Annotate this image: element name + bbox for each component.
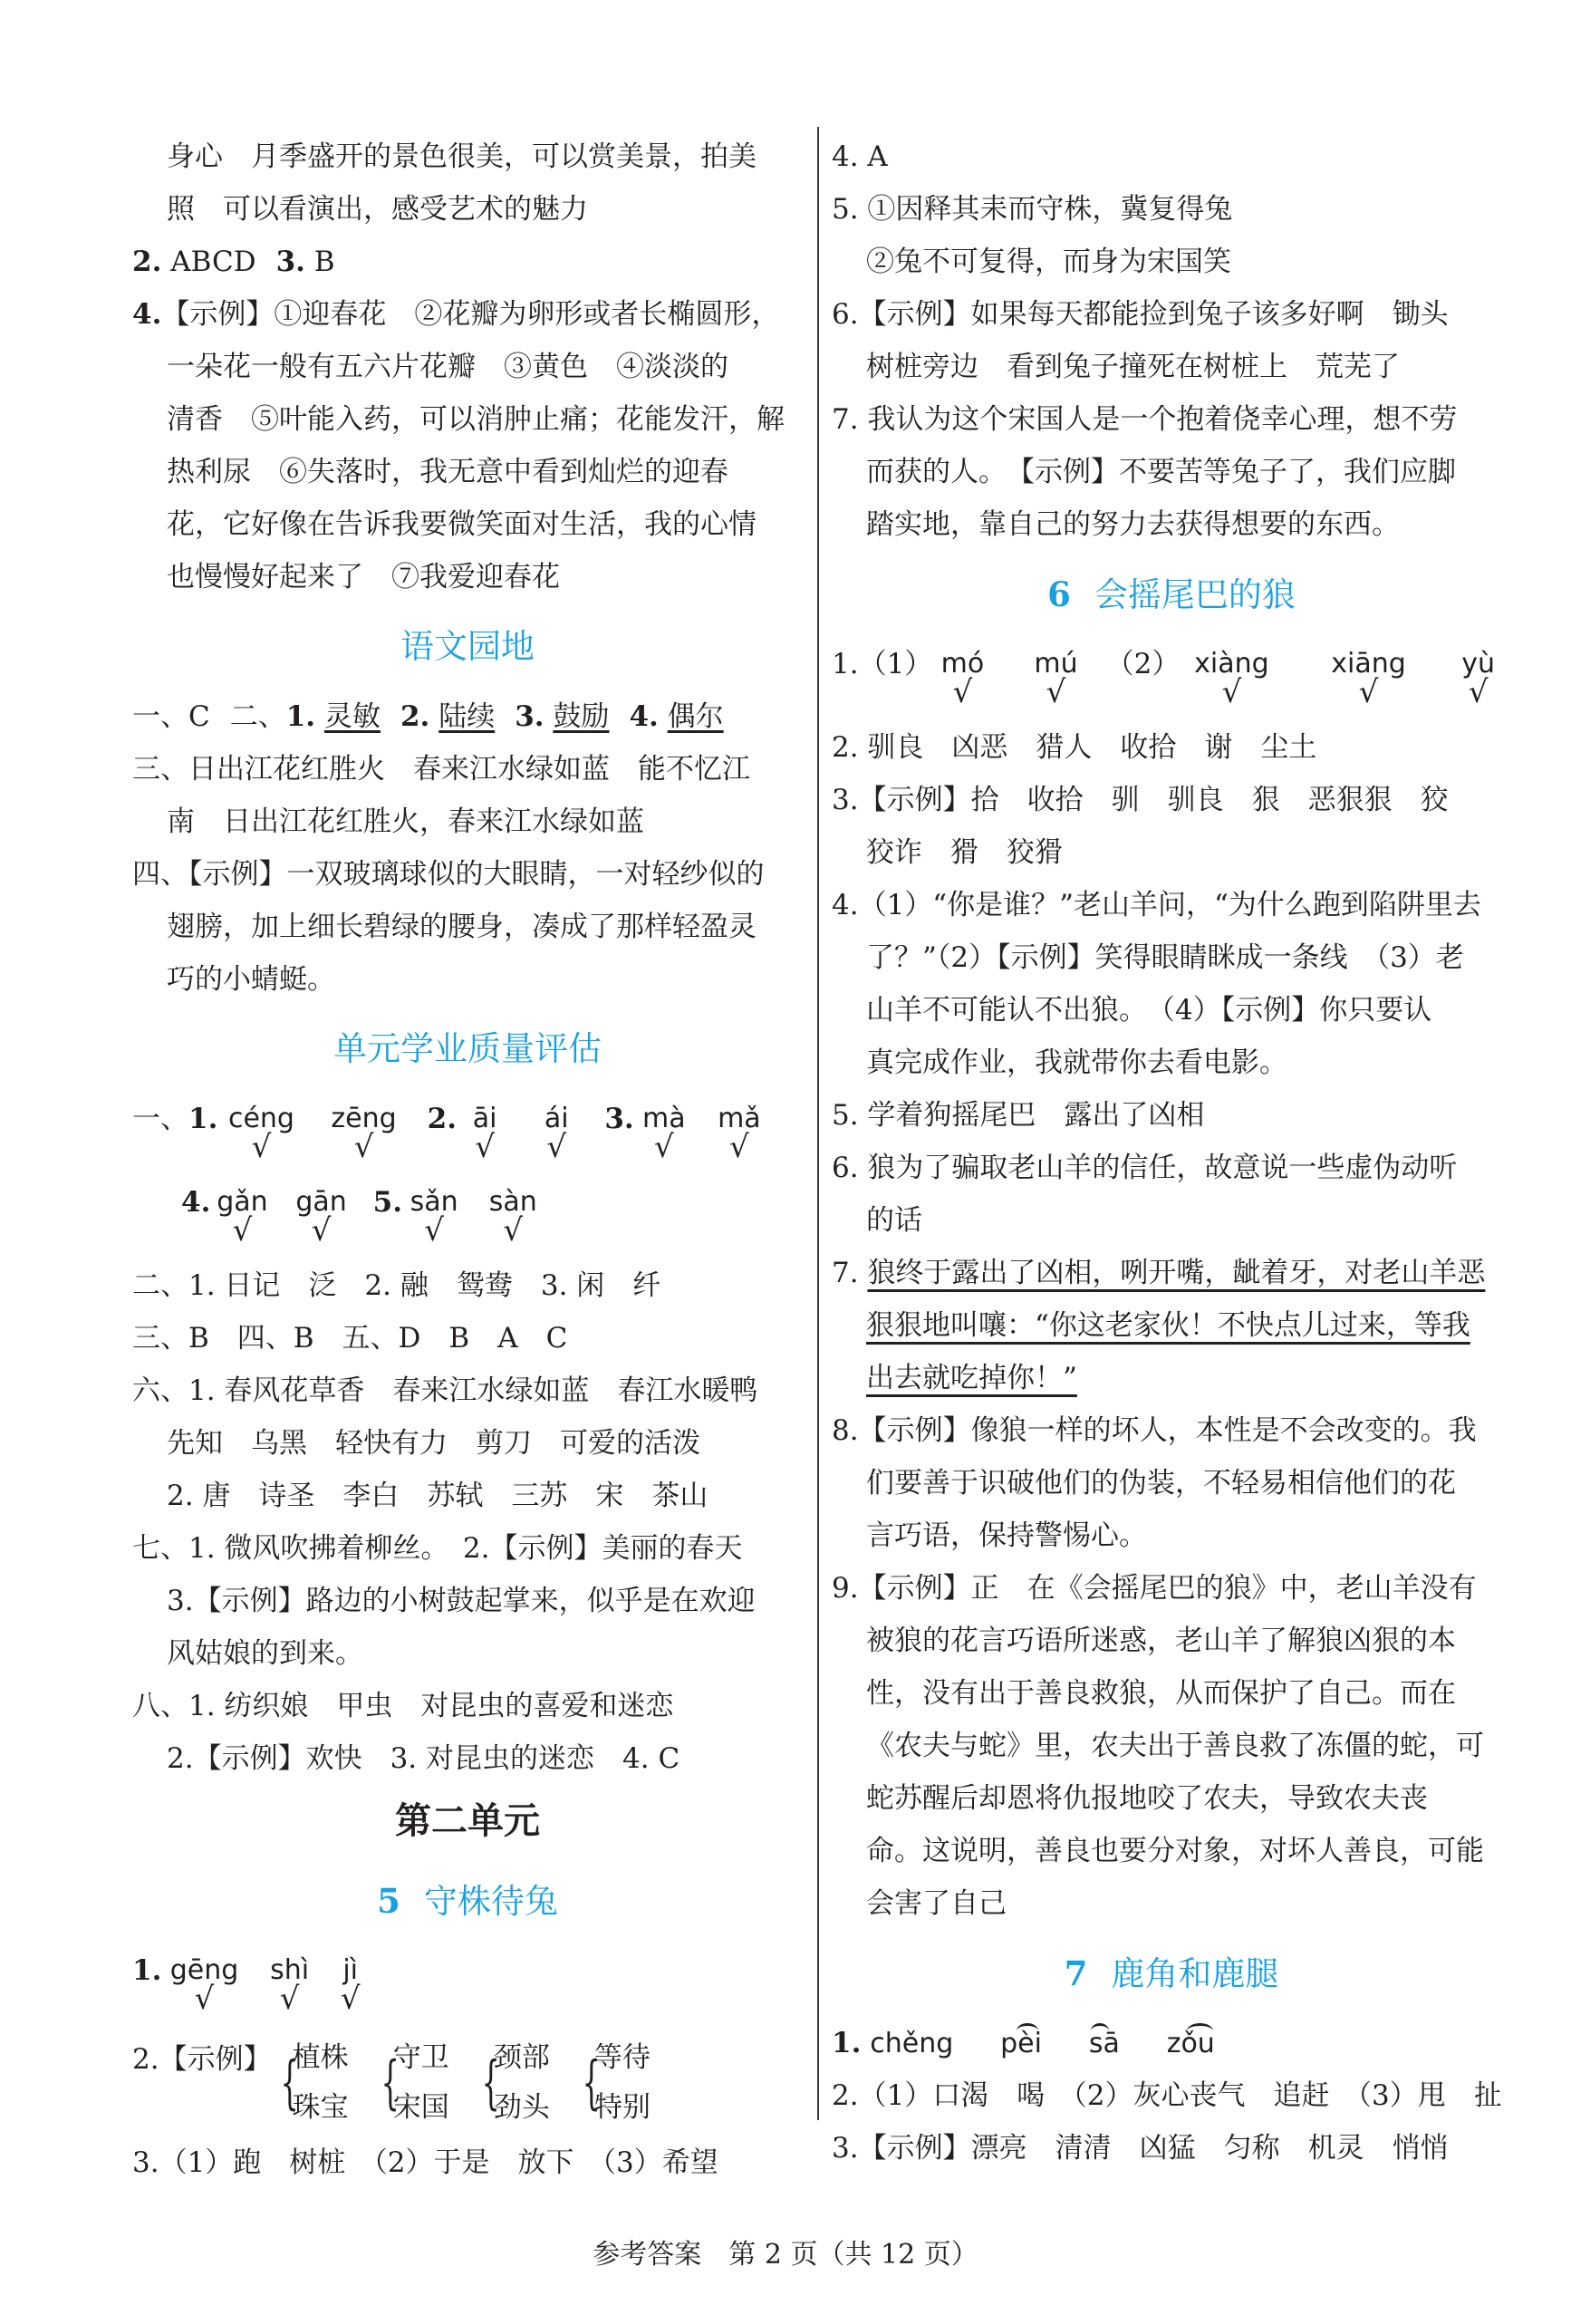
- answer-q2: 2. ABCD 3. B: [132, 246, 335, 278]
- text-line: 2.（1）口渴 喝 （2）灰心丧气 追赶 （3）甩 扯: [832, 2079, 1502, 2112]
- section-heading-unit-assessment: 单元学业质量评估: [333, 1029, 602, 1068]
- text-line: 二、1. 日记 泛 2. 融 鸳鸯 3. 闲 纤: [132, 1269, 661, 1302]
- text-line: 花，它好像在告诉我要微笑面对生活，我的心情: [167, 508, 757, 541]
- text-line: 4.（1）“你是谁？”老山羊问，“为什么跑到陷阱里去: [832, 889, 1481, 921]
- text-line: 风姑娘的到来。: [167, 1637, 363, 1670]
- text-line: 3.【示例】漂亮 清清 凶猛 匀称 机灵 悄悄: [832, 2132, 1449, 2165]
- pinyin-answer: gēng √: [169, 1954, 239, 2017]
- text-line: 身心 月季盛开的景色很美，可以赏美景，拍美: [167, 140, 757, 173]
- word-groups: 2.【示例】 { 植株 珠宝 { 守卫 宋国 { 颈部 劲头 { 等待 特别: [132, 2033, 803, 2136]
- lesson-heading-5: 5 守株待兔: [377, 1881, 558, 1921]
- pinyin-answer: sā: [1089, 2018, 1120, 2070]
- text-line: 巧的小蜻蜓。: [167, 963, 335, 996]
- pinyin-answer: mǎ √: [718, 1103, 761, 1165]
- pinyin-answer: mà √: [641, 1103, 686, 1165]
- text-line: 的话: [866, 1204, 922, 1237]
- text-line: 八、1. 纺织娘 甲虫 对昆虫的喜爱和迷恋: [132, 1690, 674, 1722]
- pinyin-answer: ái √: [544, 1103, 569, 1165]
- text-line: 5. 学着狗摇尾巴 露出了凶相: [832, 1099, 1205, 1132]
- pinyin-answer: gǎn √: [217, 1186, 268, 1249]
- underlined-answer: 7. 狼终于露出了凶相，咧开嘴，龇着牙，对老山羊恶: [832, 1257, 1486, 1289]
- pinyin-answer: gān √: [295, 1186, 347, 1249]
- text-line: 四、【示例】一双玻璃球似的大眼睛，一对轻纱似的: [132, 858, 765, 891]
- text-line: 踏实地，靠自己的努力去获得想要的东西。: [866, 508, 1400, 541]
- left-column: [132, 130, 803, 2189]
- text-line: 们要善于识破他们的伪装，不轻易相信他们的花: [866, 1467, 1456, 1500]
- pinyin-answer: jì √: [340, 1954, 361, 2017]
- text-line: 6.【示例】如果每天都能捡到兔子该多好啊 锄头: [832, 298, 1449, 331]
- word-group: { 植株 珠宝: [280, 2041, 349, 2124]
- text-line: 清香 ⑤叶能入药，可以消肿止痛；花能发汗，解: [167, 403, 785, 436]
- answer-yw-1: 一、C 二、1. 灵敏 2. 陆续 3. 鼓励 4. 偶尔: [132, 700, 724, 733]
- underlined-answer: 狠狠地叫嚷：“你这老家伙！不快点儿过来，等我: [866, 1309, 1470, 1342]
- pinyin-arc-row: 1. chěng pèi sā zǒu: [832, 2017, 1511, 2069]
- pinyin-answer: céng √: [227, 1103, 294, 1165]
- text-line: 树桩旁边 看到兔子撞死在树桩上 荒芜了: [866, 351, 1400, 383]
- text-line: 真完成作业，我就带你去看电影。: [866, 1046, 1287, 1079]
- lesson-heading-6: 6 会摇尾巴的狼: [1047, 574, 1296, 614]
- text-line: 先知 乌黑 轻快有力 剪刀 可爱的活泼: [167, 1427, 700, 1460]
- text-line: 蛇苏醒后却恩将仇报地咬了农夫，导致农夫丧: [866, 1782, 1428, 1815]
- text-line: 言巧语，保持警惕心。: [866, 1519, 1147, 1552]
- text-line: 7. 我认为这个宋国人是一个抱着侥幸心理，想不劳: [832, 403, 1458, 436]
- text-line: 也慢慢好起来了 ⑦我爱迎春花: [167, 561, 560, 593]
- pinyin-answer: āi √: [472, 1103, 497, 1165]
- lesson-heading-7: 7 鹿角和鹿腿: [1064, 1953, 1279, 1993]
- text-line: 6. 狼为了骗取老山羊的信任，故意说一些虚伪动听: [832, 1152, 1458, 1184]
- pinyin-answer: xiāng √: [1331, 648, 1406, 710]
- text-line: ②兔不可复得，而身为宋国笑: [866, 246, 1231, 278]
- word-group: { 颈部 劲头: [481, 2041, 550, 2124]
- text-line: 4. A: [832, 140, 888, 173]
- text-line: 三、B 四、B 五、D B A C: [132, 1322, 568, 1355]
- pinyin-row-2: 4. gǎn √ gān √ 5. sǎn √ sàn √: [132, 1176, 803, 1259]
- text-line: 会害了自己: [866, 1887, 1007, 1920]
- text-line: 2. 唐 诗圣 李白 苏轼 三苏 宋 茶山: [167, 1480, 708, 1512]
- column-divider: [817, 127, 819, 2120]
- text-line: 3.（1）跑 树桩 （2）于是 放下 （3）希望: [132, 2146, 718, 2179]
- underlined-answer: 出去就吃掉你！”: [866, 1362, 1077, 1394]
- pinyin-answer: zēng √: [331, 1103, 397, 1165]
- pinyin-answer: yù √: [1461, 648, 1495, 710]
- text-line: 5. ①因释其耒而守株，冀复得兔: [832, 193, 1233, 226]
- text-line: 2. 驯良 凶恶 猎人 收拾 谢 尘土: [832, 731, 1317, 764]
- text-line: 六、1. 春风花草香 春来江水绿如蓝 春江水暖鸭: [132, 1374, 758, 1407]
- pinyin-answer: shì √: [270, 1954, 310, 2017]
- pinyin-answer: sàn √: [488, 1186, 537, 1249]
- text-line: 8.【示例】像狼一样的坏人，本性是不会改变的。我: [832, 1414, 1477, 1447]
- unit-title: 第二单元: [395, 1799, 540, 1842]
- text-line: 性，没有出于善良救狼，从而保护了自己。而在: [866, 1677, 1456, 1710]
- pinyin-answer: chěng: [870, 2028, 954, 2059]
- text-line: 被狼的花言巧语所迷惑，老山羊了解狼凶狠的本: [866, 1625, 1456, 1657]
- word-group: { 守卫 宋国: [381, 2041, 449, 2124]
- right-column: [832, 130, 1511, 2175]
- pinyin-row-lesson5: 1. gēng √ shì √ jì √: [132, 1944, 803, 2028]
- text-line: 《农夫与蛇》里，农夫出于善良救了冻僵的蛇，可: [866, 1730, 1484, 1762]
- pinyin-answer: sǎn √: [410, 1186, 458, 1249]
- text-line: 山羊不可能认不出狼。 （4）【示例】你只要认: [866, 994, 1432, 1027]
- text-line: 翅膀，加上细长碧绿的腰身，凑成了那样轻盈灵: [167, 911, 757, 943]
- text-line: 2.【示例】欢快 3. 对昆虫的迷恋 4. C: [167, 1742, 680, 1775]
- pinyin-row-lesson6: 1.（1） mó √ mú √ （2） xiàng √ xiāng √ yù √: [832, 638, 1511, 721]
- word-group: { 等待 特别: [582, 2041, 651, 2124]
- pinyin-answer: mó √: [940, 648, 985, 710]
- text-line: 七、1. 微风吹拂着柳丝。 2.【示例】美丽的春天: [132, 1532, 743, 1565]
- pinyin-row-1: 一、1. céng √ zēng √ 2. āi √ ái √ 3. mà √ mǎ √: [132, 1093, 803, 1176]
- text-line: 三、日出江花红胜火 春来江水绿如蓝 能不忆江: [132, 753, 750, 786]
- text-line: 狡诈 猾 狡猾: [866, 836, 1063, 869]
- text-line: 9.【示例】正 在《会摇尾巴的狼》中，老山羊没有: [832, 1572, 1477, 1605]
- pinyin-answer: zǒu: [1167, 2018, 1215, 2070]
- section-heading-yuwen-yuandi: 语文园地: [400, 627, 535, 666]
- text-line: 一朵花一般有五六片花瓣 ③黄色 ④淡淡的: [167, 351, 728, 383]
- text-line: 照 可以看演出，感受艺术的魅力: [167, 193, 588, 226]
- text-line: 了？”（2）【示例】笑得眼睛眯成一条线 （3）老: [866, 941, 1464, 974]
- pinyin-answer: pèi: [1000, 2018, 1042, 2070]
- text-line: 而获的人。 【示例】不要苦等兔子了，我们应脚: [866, 456, 1456, 488]
- pinyin-answer: mú √: [1034, 648, 1078, 710]
- text-line: 命。这说明，善良也要分对象，对坏人善良，可能: [866, 1835, 1484, 1867]
- text-line: 3.【示例】路边的小树鼓起掌来，似乎是在欢迎: [167, 1585, 756, 1617]
- text-line: 热利尿 ⑥失落时，我无意中看到灿烂的迎春: [167, 456, 728, 488]
- answer-q4: 4.【示例】①迎春花 ②花瓣为卵形或者长椭圆形，: [132, 298, 780, 331]
- pinyin-answer: xiàng √: [1194, 648, 1269, 710]
- page-footer: 参考答案 第 2 页（共 12 页）: [593, 2239, 978, 2271]
- text-line: 南 日出江花红胜火，春来江水绿如蓝: [167, 805, 644, 838]
- text-line: 3.【示例】拾 收拾 驯 驯良 狠 恶狠狠 狡: [832, 784, 1449, 816]
